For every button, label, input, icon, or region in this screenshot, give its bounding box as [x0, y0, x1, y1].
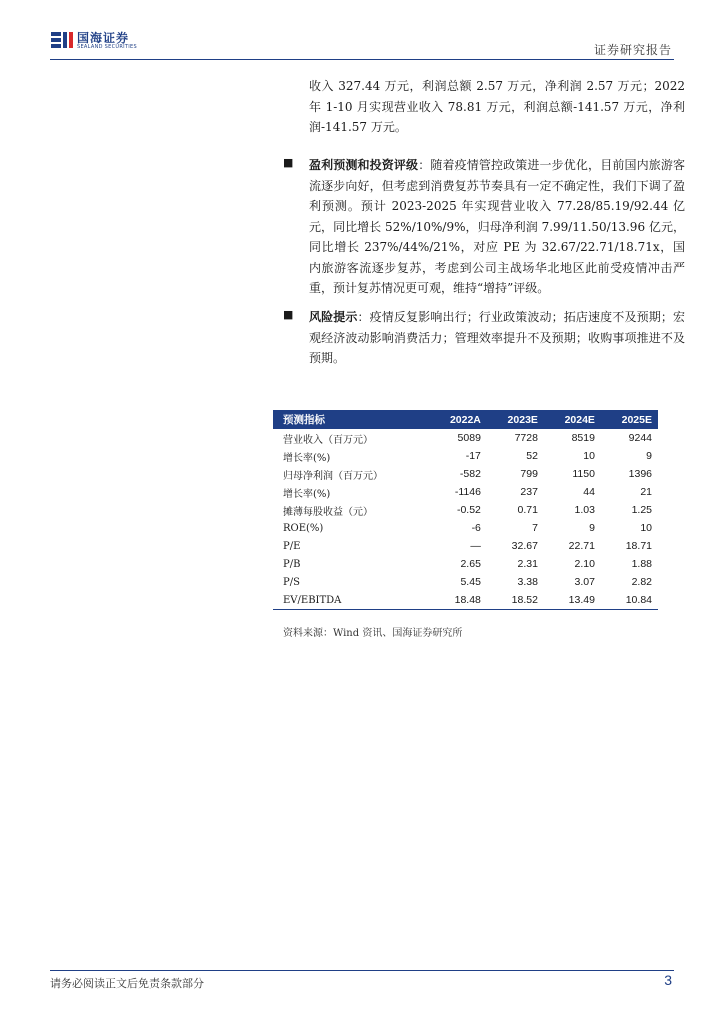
- table-row: [273, 483, 658, 501]
- bullet-square-icon: ■: [283, 156, 294, 169]
- table-row: [273, 519, 658, 537]
- table-cell: 1.25: [631, 504, 652, 516]
- table-cell: P/B: [283, 558, 301, 570]
- logo-en-text: SEALAND SECURITIES: [77, 44, 137, 50]
- table-cell: 10.84: [601, 591, 658, 610]
- table-cell: 10: [640, 522, 652, 534]
- page-number: 3: [664, 972, 672, 988]
- forecast-table: [273, 410, 658, 610]
- table-header-cell: 2024E: [544, 410, 601, 429]
- table-cell: 18.71: [625, 540, 652, 552]
- table-cell: 0.71: [517, 504, 538, 516]
- table-row: [273, 429, 658, 447]
- table-cell: 3.07: [574, 576, 595, 588]
- table-cell: 7728: [514, 432, 538, 444]
- table-header-cell: 2023E: [487, 410, 544, 429]
- table-cell: 8519: [571, 432, 595, 444]
- page-header: [0, 0, 724, 62]
- table-cell: 2.10: [574, 558, 595, 570]
- sealand-logo-icon: [50, 31, 74, 51]
- table-cell: 52: [526, 450, 538, 462]
- table-cell: -582: [459, 468, 481, 480]
- table-cell: 营业收入（百万元）: [283, 434, 373, 446]
- earnings-forecast-heading: 盈利预测和投资评级: [309, 158, 419, 172]
- table-cell: 799: [520, 468, 538, 480]
- footer-divider: [50, 970, 674, 971]
- table-cell: 1.03: [574, 504, 595, 516]
- table-cell: 9: [646, 450, 652, 462]
- table-row: [273, 447, 658, 465]
- table-header-cell: 2025E: [601, 410, 658, 429]
- header-divider: [50, 59, 674, 60]
- table-cell: 2.82: [631, 576, 652, 588]
- table-cell: 22.71: [568, 540, 595, 552]
- table-cell: 7: [532, 522, 538, 534]
- table-cell: 9244: [628, 432, 652, 444]
- table-row: [273, 465, 658, 483]
- risk-warning-paragraph: [309, 307, 685, 369]
- table-cell: 18.48: [429, 591, 487, 610]
- table-cell: 21: [640, 486, 652, 498]
- table-cell: 9: [589, 522, 595, 534]
- table-cell: 1150: [572, 468, 595, 480]
- table-cell: 2.65: [460, 558, 481, 570]
- logo-cn-text: 国海证券: [77, 31, 130, 45]
- bullet-square-icon: ■: [283, 308, 294, 321]
- table-source-note: 资料来源：Wind 资讯、国海证券研究所: [283, 628, 463, 639]
- table-cell: 32.67: [511, 540, 538, 552]
- table-cell: 13.49: [544, 591, 601, 610]
- earnings-forecast-text: ：随着疫情管控政策进一步优化，目前国内旅游客流逐步向好，但考虑到消费复苏节奏具有一定不确定性，我们下调了盈利预测。预计 2023-2025 年实现营业收入 77.28/85.19/92.44 亿元，同比增长 52%/10%/9%，归母净利润 7.99/11.50/13.96 亿元，同比增长 237%/44%/21%，对应 PE 为 32.67/22.71/18.71x，国内旅游客流逐步复苏，考虑到公司主战场华北地区此前受疫情冲击严重，预计复苏情况更可观，维持“增持”评级。: [309, 158, 685, 295]
- table-cell: 1.88: [631, 558, 652, 570]
- table-cell: 2.31: [517, 558, 538, 570]
- table-cell: EV/EBITDA: [273, 591, 429, 610]
- paragraph-continued: 收入 327.44 万元，利润总额 2.57 万元，净利润 2.57 万元；2022 年 1-10 月实现营业收入 78.81 万元，利润总额-141.57 万元，净利润-141.57 万元。: [309, 79, 685, 134]
- table-cell: -0.52: [456, 504, 481, 516]
- table-cell: 增长率(%): [283, 488, 331, 500]
- table-cell: P/S: [283, 576, 300, 588]
- table-cell: -1146: [454, 486, 481, 498]
- table-cell: 18.52: [487, 591, 544, 610]
- sealand-logo: [50, 31, 137, 51]
- table-header-row: [273, 410, 658, 429]
- table-cell: 44: [583, 486, 595, 498]
- table-row: [273, 537, 658, 555]
- table-cell: 摊薄每股收益（元）: [283, 506, 373, 518]
- footer-disclaimer: 请务必阅读正文后免责条款部分: [50, 977, 204, 990]
- table-cell: 1396: [628, 468, 652, 480]
- table-cell: -6: [471, 522, 481, 534]
- table-header-cell: 2022A: [429, 410, 487, 429]
- table-cell: 5.45: [460, 576, 481, 588]
- table-cell: —: [470, 540, 481, 552]
- table-cell: ROE(%): [283, 522, 324, 534]
- table-header-cell: 预测指标: [273, 410, 429, 429]
- table-row: [273, 555, 658, 573]
- table-cell: 归母净利润（百万元）: [283, 470, 383, 482]
- earnings-forecast-paragraph: [309, 155, 685, 299]
- table-row: [273, 591, 658, 610]
- report-type: 证券研究报告: [593, 43, 672, 57]
- table-cell: 增长率(%): [283, 452, 331, 464]
- table-cell: 3.38: [517, 576, 538, 588]
- risk-warning-heading: 风险提示: [309, 310, 358, 324]
- table-row: [273, 573, 658, 591]
- table-row: [273, 501, 658, 519]
- table-cell: 5089: [457, 432, 481, 444]
- table-cell: -17: [465, 450, 481, 462]
- table-cell: 10: [583, 450, 595, 462]
- table-cell: 237: [520, 486, 538, 498]
- risk-warning-text: ：疫情反复影响出行；行业政策波动；拓店速度不及预期；宏观经济波动影响消费活力；管理效率提升不及预期；收购事项推进不及预期。: [309, 310, 685, 365]
- table-cell: P/E: [283, 540, 301, 552]
